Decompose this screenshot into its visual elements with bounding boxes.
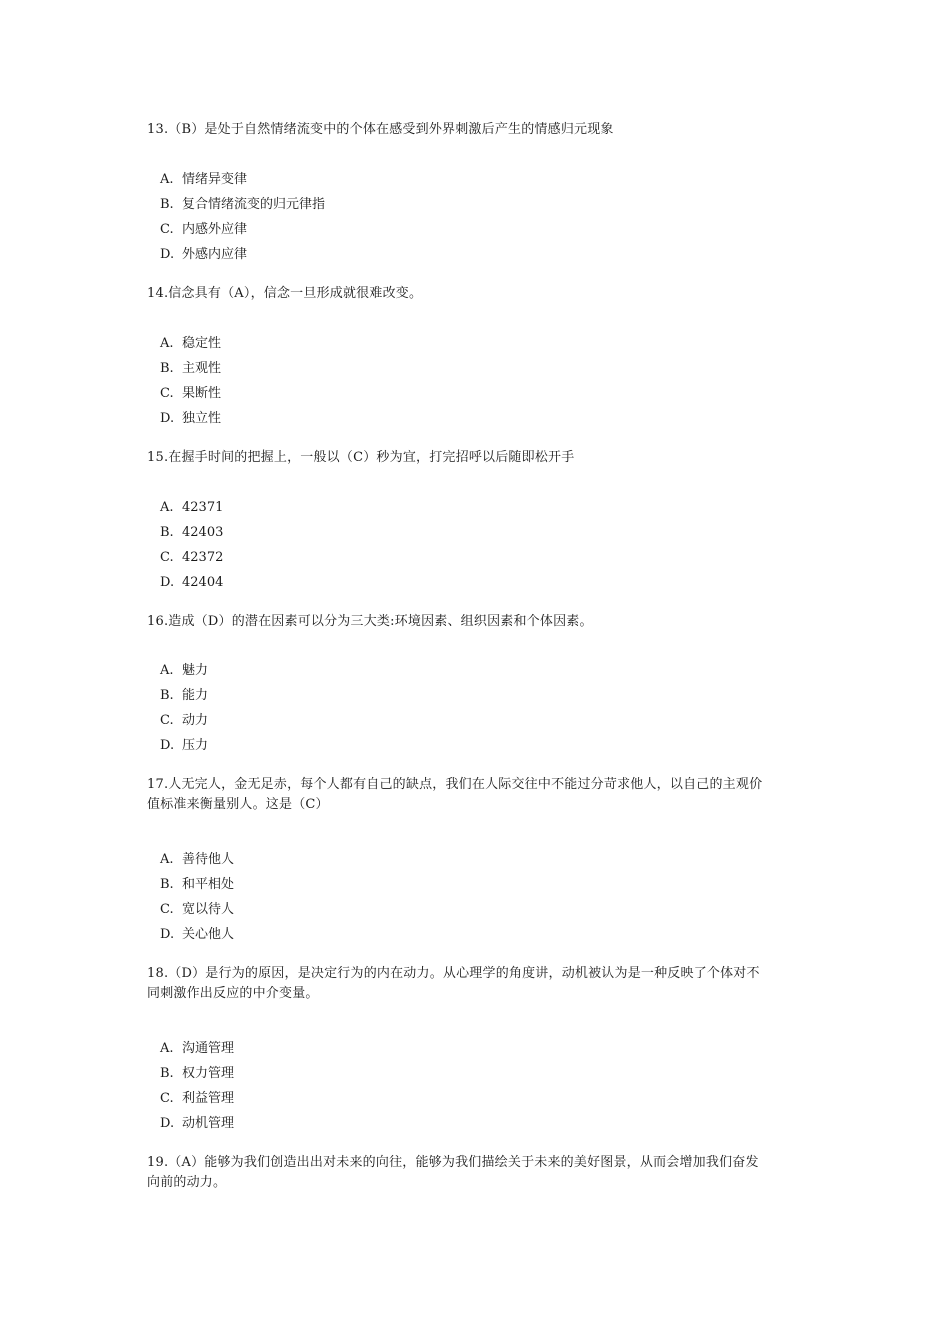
question-text: 14.信念具有（A），信念一旦形成就很难改变。 bbox=[147, 286, 423, 301]
option-letter: A. bbox=[160, 663, 174, 678]
option-d bbox=[160, 926, 234, 944]
option-letter: A. bbox=[160, 500, 174, 515]
option-text: 内感外应律 bbox=[182, 222, 248, 237]
option-b bbox=[160, 1065, 234, 1083]
question-14 bbox=[147, 284, 812, 304]
option-letter: C. bbox=[160, 550, 174, 565]
option-text: 42371 bbox=[182, 500, 224, 515]
option-text: 和平相处 bbox=[182, 877, 235, 892]
option-letter: C. bbox=[160, 386, 174, 401]
question-text-line-1: 19.（A）能够为我们创造出出对未来的向往，能够为我们描绘关于未来的美好图景，从而会增加我们奋发 bbox=[147, 1155, 759, 1170]
option-d bbox=[160, 574, 223, 592]
question-13 bbox=[147, 120, 812, 140]
option-text: 压力 bbox=[182, 738, 209, 753]
question-19 bbox=[147, 1153, 812, 1193]
option-text: 动机管理 bbox=[182, 1116, 235, 1131]
option-text: 果断性 bbox=[182, 386, 222, 401]
option-text: 42404 bbox=[182, 575, 224, 590]
question-16 bbox=[147, 612, 812, 632]
option-c bbox=[160, 221, 247, 239]
option-text: 42403 bbox=[182, 525, 224, 540]
option-d bbox=[160, 1115, 234, 1133]
option-letter: D. bbox=[160, 247, 175, 262]
option-letter: B. bbox=[160, 525, 174, 540]
option-text: 能力 bbox=[182, 688, 209, 703]
option-letter: B. bbox=[160, 688, 174, 703]
option-text: 权力管理 bbox=[182, 1066, 235, 1081]
option-letter: C. bbox=[160, 222, 174, 237]
option-text: 宽以待人 bbox=[182, 902, 235, 917]
option-text: 复合情绪流变的归元律指 bbox=[182, 197, 326, 212]
option-a bbox=[160, 1040, 234, 1058]
option-letter: D. bbox=[160, 575, 175, 590]
option-letter: B. bbox=[160, 877, 174, 892]
question-text-line-2: 向前的动力。 bbox=[147, 1175, 227, 1190]
option-letter: D. bbox=[160, 738, 175, 753]
option-d bbox=[160, 246, 247, 264]
option-b bbox=[160, 360, 221, 378]
option-text: 42372 bbox=[182, 550, 224, 565]
option-letter: D. bbox=[160, 927, 175, 942]
option-b bbox=[160, 687, 208, 705]
question-text: 13.（B）是处于自然情绪流变中的个体在感受到外界刺激后产生的情感归元现象 bbox=[147, 122, 614, 137]
option-text: 稳定性 bbox=[182, 336, 222, 351]
option-a bbox=[160, 851, 234, 869]
option-c bbox=[160, 901, 234, 919]
option-text: 利益管理 bbox=[182, 1091, 235, 1106]
option-a bbox=[160, 662, 208, 680]
option-a bbox=[160, 335, 221, 353]
option-letter: B. bbox=[160, 361, 174, 376]
option-text: 外感内应律 bbox=[182, 247, 248, 262]
option-text: 善待他人 bbox=[182, 852, 235, 867]
option-letter: C. bbox=[160, 1091, 174, 1106]
option-letter: B. bbox=[160, 197, 174, 212]
question-text-line-2: 同刺激作出反应的中介变量。 bbox=[147, 986, 319, 1001]
option-c bbox=[160, 385, 221, 403]
option-b bbox=[160, 876, 234, 894]
option-letter: A. bbox=[160, 1041, 174, 1056]
option-text: 动力 bbox=[182, 713, 209, 728]
option-letter: A. bbox=[160, 336, 174, 351]
option-b bbox=[160, 524, 223, 542]
option-letter: A. bbox=[160, 172, 174, 187]
option-letter: D. bbox=[160, 1116, 175, 1131]
question-text-line-1: 18.（D）是行为的原因，是决定行为的内在动力。从心理学的角度讲，动机被认为是一种反映了个体对不 bbox=[147, 966, 760, 981]
option-letter: A. bbox=[160, 852, 174, 867]
option-letter: C. bbox=[160, 713, 174, 728]
option-d bbox=[160, 737, 208, 755]
question-text-line-2: 值标准来衡量别人。这是（C） bbox=[147, 797, 329, 812]
question-text: 15.在握手时间的把握上，一般以（C）秒为宜，打完招呼以后随即松开手 bbox=[147, 450, 575, 465]
question-18 bbox=[147, 964, 812, 1004]
question-15 bbox=[147, 448, 812, 468]
option-b bbox=[160, 196, 325, 214]
question-17 bbox=[147, 775, 812, 815]
option-text: 沟通管理 bbox=[182, 1041, 235, 1056]
option-c bbox=[160, 1090, 234, 1108]
option-text: 魅力 bbox=[182, 663, 209, 678]
option-a bbox=[160, 171, 247, 189]
option-c bbox=[160, 712, 208, 730]
option-text: 关心他人 bbox=[182, 927, 235, 942]
option-letter: B. bbox=[160, 1066, 174, 1081]
option-c bbox=[160, 549, 223, 567]
question-text: 16.造成（D）的潜在因素可以分为三大类:环境因素、组织因素和个体因素。 bbox=[147, 614, 593, 629]
option-letter: D. bbox=[160, 411, 175, 426]
option-a bbox=[160, 499, 223, 517]
option-letter: C. bbox=[160, 902, 174, 917]
option-text: 主观性 bbox=[182, 361, 222, 376]
question-text-line-1: 17.人无完人，金无足赤，每个人都有自己的缺点，我们在人际交往中不能过分苛求他人，以自己的主观价 bbox=[147, 777, 763, 792]
option-text: 情绪异变律 bbox=[182, 172, 248, 187]
option-d bbox=[160, 410, 221, 428]
option-text: 独立性 bbox=[182, 411, 222, 426]
